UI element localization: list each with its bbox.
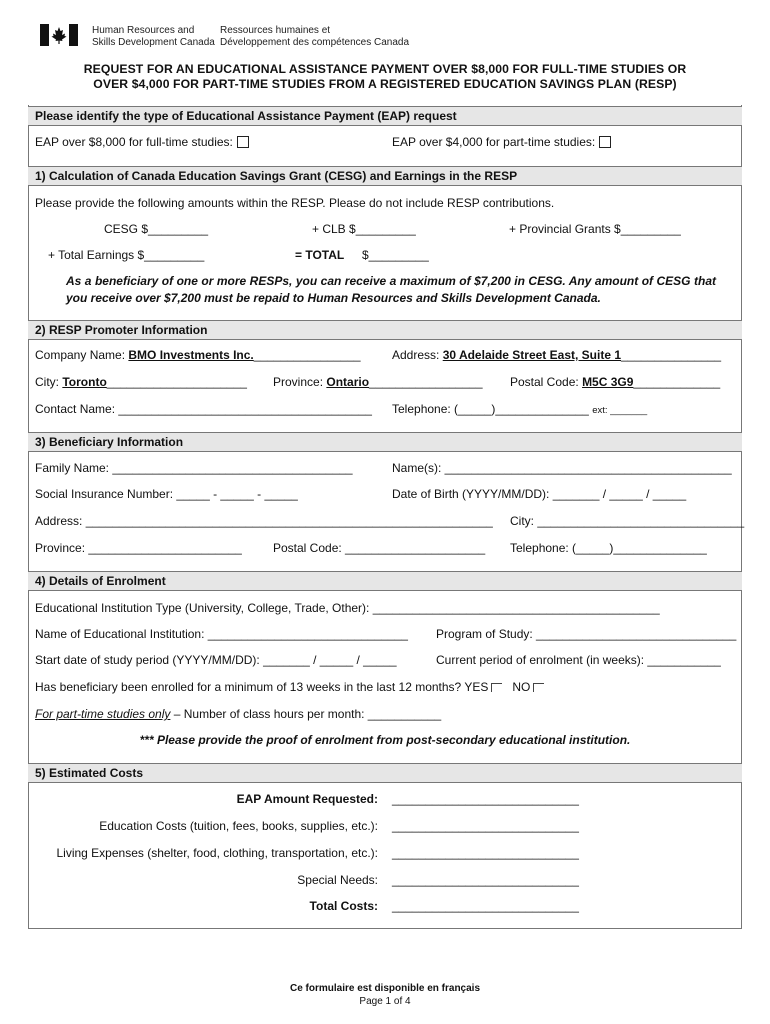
education-costs-label: Education Costs (tuition, fees, books, supplies, etc.): <box>99 819 378 833</box>
education-costs-field[interactable]: ____________________________ <box>392 819 579 833</box>
class-hours-field[interactable]: For part-time studies only – Number of class hours per month: ___________ <box>35 707 442 721</box>
french-availability-note: Ce formulaire est disponible en français <box>289 983 481 994</box>
section1-intro: Please provide the following amounts within the RESP. Please do not include RESP contributions. <box>35 196 555 210</box>
section1-heading: 1) Calculation of Canada Education Savings Grant (CESG) and Earnings in the RESP <box>28 166 742 186</box>
family-name-field[interactable]: Family Name: ____________________________________ <box>35 461 353 475</box>
eap-requested-label: EAP Amount Requested: <box>236 792 378 806</box>
date-of-birth-field[interactable]: Date of Birth (YYYY/MM/DD): _______ / _____ / _____ <box>392 487 687 501</box>
beneficiary-address-field[interactable]: Address: _____________________________________________________________ <box>35 514 493 528</box>
promoter-province-field[interactable]: Province: Ontario_________________ <box>273 375 483 389</box>
eap-type-heading: Please identify the type of Educational Assistance Payment (EAP) request <box>28 106 742 126</box>
contact-name-field[interactable]: Contact Name: ______________________________________ <box>35 402 372 416</box>
page-number: Page 1 of 4 <box>359 996 411 1007</box>
eap-requested-field[interactable]: ____________________________ <box>392 792 579 806</box>
form-title-line1: REQUEST FOR AN EDUCATIONAL ASSISTANCE PAYMENT OVER $8,000 FOR FULL-TIME STUDIES OR <box>83 62 687 76</box>
total-earnings-field[interactable]: + Total Earnings $_________ <box>48 248 205 262</box>
section4-heading: 4) Details of Enrolment <box>28 571 742 591</box>
eap-fulltime-option: EAP over $8,000 for full-time studies: <box>35 135 249 149</box>
company-name-field[interactable]: Company Name: BMO Investments Inc.________________ <box>35 348 361 362</box>
proof-of-enrolment-note: *** Please provide the proof of enrolment from post-secondary educational institution. <box>139 733 631 747</box>
beneficiary-telephone-field[interactable]: Telephone: (_____)______________ <box>510 541 707 555</box>
eap-parttime-option: EAP over $4,000 for part-time studies: <box>392 135 611 149</box>
canada-flag-icon <box>40 24 78 46</box>
department-name-fr: Ressources humaines et Développement des compétences Canada <box>220 25 410 48</box>
section2-heading: 2) RESP Promoter Information <box>28 320 742 340</box>
promoter-telephone-field[interactable]: Telephone: (_____)______________ ext: _______ <box>392 402 648 416</box>
promoter-postal-code-field[interactable]: Postal Code: M5C 3G9_____________ <box>510 375 721 389</box>
cesg-field[interactable]: CESG $_________ <box>104 222 209 236</box>
institution-name-field[interactable]: Name of Educational Institution: ______________________________ <box>35 627 408 641</box>
clb-field[interactable]: + CLB $_________ <box>312 222 416 236</box>
beneficiary-postal-code-field[interactable]: Postal Code: _____________________ <box>273 541 486 555</box>
beneficiary-province-field[interactable]: Province: _______________________ <box>35 541 242 555</box>
living-expenses-field[interactable]: ____________________________ <box>392 846 579 860</box>
cesg-maximum-note: As a beneficiary of one or more RESPs, you can receive a maximum of $7,200 in CESG. Any amount of CESG that you receive over $7,200 must be repaid to Human Resources and Skills Development Canada. <box>66 274 716 305</box>
section5-heading: 5) Estimated Costs <box>28 763 742 783</box>
promoter-city-field[interactable]: City: Toronto_____________________ <box>35 375 247 389</box>
total-costs-field[interactable]: ____________________________ <box>392 899 579 913</box>
beneficiary-city-field[interactable]: City: _______________________________ <box>510 514 745 528</box>
program-of-study-field[interactable]: Program of Study: ______________________________ <box>436 627 737 641</box>
given-names-field[interactable]: Name(s): ___________________________________________ <box>392 461 732 475</box>
promoter-address-field[interactable]: Address: 30 Adelaide Street East, Suite 1_______________ <box>392 348 722 362</box>
enrolment-question: Has beneficiary been enrolled for a minimum of 13 weeks in the last 12 months? YES NO <box>35 680 544 694</box>
section3-heading: 3) Beneficiary Information <box>28 432 742 452</box>
sin-field[interactable]: Social Insurance Number: _____ - _____ - _____ <box>35 487 298 501</box>
eap-fulltime-checkbox[interactable] <box>237 136 249 148</box>
form-title-line2: OVER $4,000 FOR PART-TIME STUDIES FROM A REGISTERED EDUCATION SAVINGS PLAN (RESP) <box>93 77 677 91</box>
ext-field[interactable]: ext: _______ <box>592 405 648 416</box>
eap-parttime-checkbox[interactable] <box>599 136 611 148</box>
institution-type-field[interactable]: Educational Institution Type (University, College, Trade, Other): ___________________________________________ <box>35 601 660 615</box>
total-costs-label: Total Costs: <box>309 899 378 913</box>
study-start-date-field[interactable]: Start date of study period (YYYY/MM/DD): _______ / _____ / _____ <box>35 653 397 667</box>
yes-checkbox[interactable] <box>491 683 502 692</box>
enrolment-period-field[interactable]: Current period of enrolment (in weeks): ___________ <box>436 653 721 667</box>
no-checkbox[interactable] <box>533 683 544 692</box>
special-needs-label: Special Needs: <box>297 873 378 887</box>
living-expenses-label: Living Expenses (shelter, food, clothing, transportation, etc.): <box>56 846 378 860</box>
total-field[interactable]: $_________ <box>362 248 429 262</box>
total-label: = TOTAL <box>295 248 345 262</box>
provincial-grants-field[interactable]: + Provincial Grants $_________ <box>509 222 681 236</box>
special-needs-field[interactable]: ____________________________ <box>392 873 579 887</box>
department-name-en: Human Resources and Skills Development Canada <box>92 25 215 48</box>
